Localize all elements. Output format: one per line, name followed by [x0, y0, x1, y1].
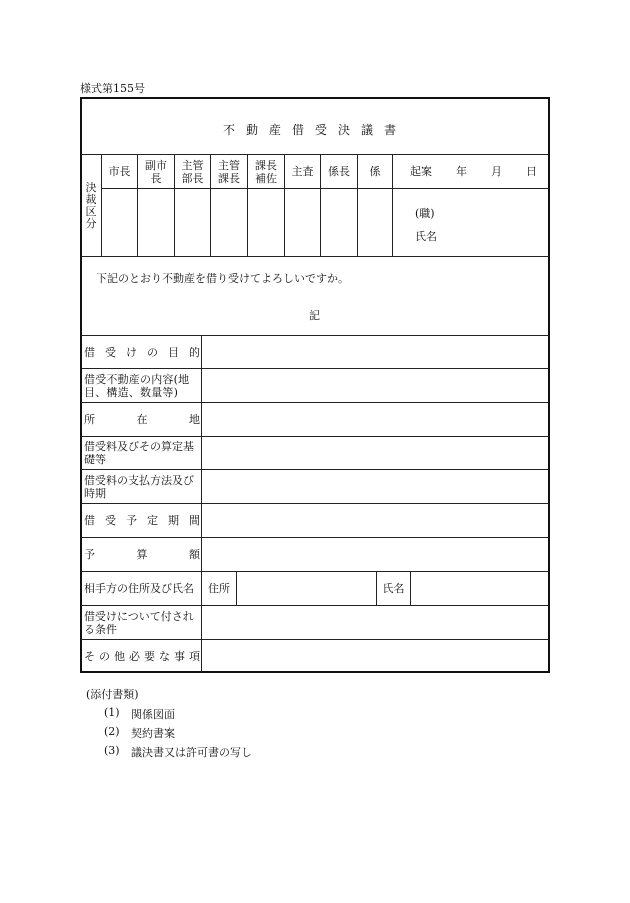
counterparty-address-field[interactable]	[237, 572, 376, 605]
year-label: 年	[456, 165, 467, 178]
label-char: 受	[105, 514, 116, 527]
row-label-period	[84, 504, 200, 537]
attachment-item: 関係図面	[131, 708, 175, 721]
role-assistant-chief: 課長補佐	[255, 158, 277, 185]
label-char: 項	[189, 649, 200, 663]
row-label-property-details	[84, 369, 202, 402]
row-label-text: 借受けについて付される条件	[84, 609, 194, 636]
label-char: 在	[136, 413, 148, 426]
label-char: 予	[126, 514, 137, 527]
label-char: 定	[147, 514, 158, 527]
role-deputy-mayor: 副市長	[145, 158, 167, 185]
label-char: 額	[189, 548, 200, 561]
other-field[interactable]	[202, 640, 549, 672]
role-director: 主管部長	[181, 158, 204, 185]
attachment-number: (1)	[104, 706, 120, 719]
purpose-field[interactable]	[202, 336, 549, 368]
decision-category-label	[81, 155, 101, 256]
drafting-label: 起案	[410, 165, 432, 178]
label-char: 期	[168, 514, 179, 527]
seal-box-deputy-mayor[interactable]	[138, 189, 174, 256]
row-label-payment-method	[84, 470, 198, 503]
label-char: な	[159, 649, 170, 663]
label-char: け	[126, 345, 137, 359]
budget-field[interactable]	[202, 538, 549, 571]
row-label-text: 借受料の支払方法及び時期	[84, 473, 194, 500]
label-char: 予	[84, 548, 95, 561]
label-char: の	[147, 345, 158, 359]
seal-box-section-chief[interactable]	[211, 189, 247, 256]
drafting-date[interactable]	[392, 155, 549, 188]
conditions-field[interactable]	[202, 606, 549, 639]
row-label-counterparty	[84, 572, 198, 605]
attachments-heading: (添付書類)	[86, 688, 139, 701]
row-label-text: 相手方の住所及び氏名	[84, 582, 194, 595]
position-label: (職)	[415, 207, 435, 220]
row-label-text: 借受料及びその算定基礎等	[84, 440, 194, 466]
seal-box-director[interactable]	[175, 189, 210, 256]
role-staff: 係	[369, 165, 381, 178]
label-char: 的	[189, 345, 200, 359]
drafter-name-label: 氏名	[415, 230, 437, 243]
document-title: 不動産借受決議書	[222, 123, 407, 137]
label-char: 他	[114, 649, 125, 663]
counterparty-address-label: 住所	[208, 582, 230, 595]
label-char: 要	[144, 649, 155, 663]
form-number: 様式第155号	[80, 82, 145, 95]
label-char: 分	[85, 216, 97, 230]
label-char: 裁	[85, 192, 97, 206]
label-char: そ	[84, 649, 95, 663]
label-char: 目	[168, 345, 179, 359]
intro-text: 下記のとおり不動産を借り受けてよろしいですか。	[96, 272, 349, 285]
attachment-number: (2)	[104, 725, 120, 738]
counterparty-name-label: 氏名	[382, 582, 405, 595]
row-label-conditions	[84, 606, 198, 639]
row-label-other	[84, 640, 200, 672]
divider	[81, 256, 549, 257]
day-label: 日	[526, 165, 537, 178]
label-char: 地	[189, 413, 200, 426]
role-senior-staff: 主査	[291, 165, 314, 178]
role-mayor: 市長	[108, 165, 131, 178]
row-label-purpose	[84, 336, 200, 368]
label-char: 事	[174, 649, 185, 663]
role-section-chief: 主管課長	[218, 158, 240, 185]
label-char: 算	[136, 548, 148, 561]
label-char: 借	[84, 514, 95, 527]
role-sub-chief: 係長	[328, 165, 350, 178]
location-field[interactable]	[202, 403, 549, 436]
month-label: 月	[491, 165, 502, 178]
row-label-text: 借受不動産の内容(地目、構造、数量等)	[84, 372, 190, 399]
counterparty-name-field[interactable]	[411, 572, 549, 605]
label-char: 区	[85, 204, 97, 218]
attachment-item: 契約書案	[131, 727, 175, 740]
row-label-budget	[84, 538, 200, 571]
row-label-location	[84, 403, 200, 436]
period-field[interactable]	[202, 504, 549, 537]
label-char: 必	[129, 649, 140, 663]
seal-box-sub-chief[interactable]	[321, 189, 357, 256]
label-char: の	[99, 649, 110, 663]
ki-heading: 記	[309, 309, 320, 322]
seal-box-assistant-chief[interactable]	[248, 189, 284, 256]
fee-basis-field[interactable]	[202, 437, 549, 469]
label-char: 間	[189, 514, 200, 527]
property-details-field[interactable]	[202, 369, 549, 402]
seal-box-mayor[interactable]	[102, 189, 137, 256]
seal-box-senior-staff[interactable]	[285, 189, 320, 256]
label-char: 所	[84, 413, 95, 426]
label-char: 受	[105, 345, 116, 359]
payment-method-field[interactable]	[202, 470, 549, 503]
label-char: 借	[84, 345, 95, 359]
row-label-fee-basis	[84, 437, 198, 469]
attachment-item: 議決書又は許可書の写し	[131, 746, 252, 759]
attachment-number: (3)	[104, 744, 120, 757]
seal-box-staff[interactable]	[358, 189, 392, 256]
label-char: 決	[85, 180, 97, 194]
